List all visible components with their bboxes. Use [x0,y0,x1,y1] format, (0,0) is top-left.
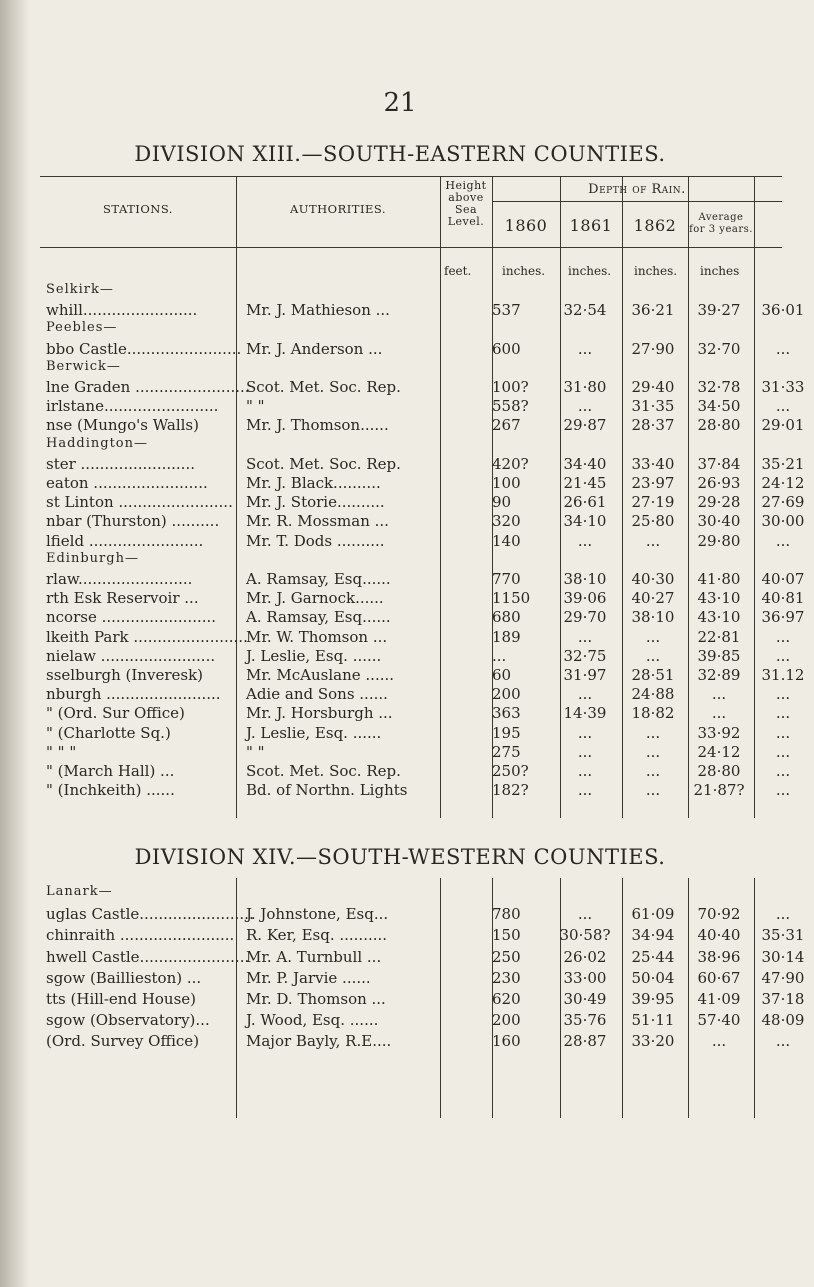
table-cell-station: eaton ........................ [46,474,208,492]
table-cell-station: (Ord. Survey Office) [46,1032,200,1051]
table-cell-y1861: 27·19 [631,493,675,512]
division-13-title: DIVISION XIII.—SOUTH-EASTERN COUNTIES. [134,142,666,166]
table-cell-authority: J. Johnstone, Esq... [246,905,389,924]
table-cell-y1861: 40·27 [631,589,675,608]
table-cell-authority: Mr. W. Thomson ... [246,627,388,646]
table-cell-y1860: 31·80 [563,378,607,396]
table-cell-avg: 35·31 [761,926,805,945]
table-cell-y1860: 34·40 [563,454,607,473]
table-cell-avg: ... [775,646,791,665]
table-cell-station: sselburgh (Inveresk) [46,666,204,684]
table-cell-height: 680 [492,608,521,627]
table-cell-authority: Mr. McAuslane ...... [246,666,395,684]
table-cell-y1861: ... [645,742,661,761]
table-cell-y1861: 33·40 [631,454,675,473]
table-cell-station: whill........................ [46,301,198,320]
table-cell-avg: 27·69 [761,493,805,512]
table-cell-y1860: 29·70 [563,608,607,627]
table-cell-y1860: ... [577,397,593,416]
year-1862-header: 1862 [633,216,677,235]
table-cell-station: nburgh ........................ [46,685,221,704]
table-cell-y1862: 43·10 [697,589,741,608]
table-cell-height: 250? [492,762,529,780]
table-cell-y1862: 43·10 [697,608,741,627]
year-1861-header: 1861 [569,216,613,235]
table-cell-station: rth Esk Reservoir ... [46,589,199,608]
table-cell-y1862: 22·81 [697,627,741,646]
table-cell-station: st Linton ........................ [46,493,233,512]
table-cell-y1861: 18·82 [631,704,675,723]
table-cell-authority: Mr. T. Dods .......... [246,531,385,550]
table-cell-height: 1150 [492,589,531,608]
table-cell-station: lfield ........................ [46,531,204,550]
table-cell-authority: Mr. R. Mossman ... [246,512,389,531]
table-cell-y1862: 28·80 [697,762,741,780]
table-cell-avg: 36·01 [761,301,805,320]
table-cell-y1862: 41·80 [697,570,741,588]
table-cell-y1862: ... [711,685,727,704]
table-cell-station: uglas Castle........................ [46,905,254,924]
height-units: feet. [444,264,472,278]
table-cell-height: 780 [492,905,521,924]
county-heading: Selkirk— [46,282,114,297]
table-cell-authority: Mr. P. Jarvie ...... [246,968,371,987]
table-cell-y1862: ... [711,704,727,723]
table-cell-avg: 47·90 [761,968,805,987]
page-number: 21 [383,88,417,118]
table-cell-authority: Bd. of Northn. Lights [246,781,408,800]
table-cell-authority: Scot. Met. Soc. Rep. [246,454,401,473]
table-cell-y1860: 28·87 [563,1032,607,1051]
table-cell-y1862: 33·92 [697,723,741,742]
table-cell-height: 90 [492,493,512,512]
table-cell-y1860: ... [577,762,593,780]
table-cell-station: ncorse ........................ [46,608,217,627]
table-cell-y1861: ... [645,627,661,646]
stations-header: STATIONS. [103,202,173,216]
table-cell-station: " (March Hall) ... [46,762,175,780]
table-cell-height: 100 [492,474,521,492]
table-cell-y1861: 24·88 [631,685,675,704]
table-cell-avg: 24·12 [761,474,805,492]
table-cell-avg: ... [775,704,791,723]
table-cell-authority: J. Leslie, Esq. ...... [246,646,382,665]
table-cell-avg: ... [775,339,791,358]
table-cell-avg: 35·21 [761,454,805,473]
table-cell-y1861: 40·30 [631,570,675,588]
table-cell-station: chinraith ........................ [46,926,235,945]
table-cell-avg: ... [775,723,791,742]
table-cell-y1860: 29·87 [563,416,607,435]
table-cell-y1861: 51·11 [631,1011,675,1030]
table-cell-authority: Mr. J. Garnock...... [246,589,384,608]
county-heading: Haddington— [46,435,149,451]
county-heading: Berwick— [46,358,121,374]
table-cell-avg: 30·14 [761,947,805,966]
table-cell-height: 558? [492,397,529,416]
average-units: inches [700,264,740,278]
table-cell-y1862: 24·12 [697,742,741,761]
table-cell-authority: Scot. Met. Soc. Rep. [246,762,401,780]
table-cell-y1862: 57·40 [697,1011,741,1030]
table-cell-avg: ... [775,1032,791,1051]
table-cell-authority: Adie and Sons ...... [246,685,388,704]
table-cell-authority: A. Ramsay, Esq...... [246,608,391,627]
table-cell-station: sgow (Observatory)... [46,1011,210,1030]
table-cell-height: 230 [492,968,521,987]
table-cell-station: nbar (Thurston) .......... [46,512,220,531]
table-cell-y1862: 70·92 [697,905,741,924]
table-cell-y1862: 28·80 [697,416,741,435]
table-cell-y1860: 30·58? [559,926,611,945]
table-cell-avg: ... [775,397,791,416]
table-cell-y1860: 21·45 [563,474,607,492]
table-cell-height: 320 [492,512,521,531]
table-cell-authority: Mr. J. Black.......... [246,474,381,492]
year-1860-header: 1860 [504,216,548,235]
average-header: Average for 3 years. [689,212,753,235]
table-cell-y1860: ... [577,905,593,924]
county-heading: Peebles— [46,320,118,336]
table-cell-y1862: 40·40 [697,926,741,945]
table-cell-station: " " " [46,742,77,761]
table-cell-y1861: ... [645,781,661,800]
table-cell-station: " (Ord. Sur Office) [46,704,185,723]
table-cell-station: sgow (Baillieston) ... [46,968,202,987]
table-cell-y1860: ... [577,742,593,761]
table-cell-y1860: 34·10 [563,512,607,531]
table-cell-y1861: 38·10 [631,608,675,627]
table-cell-y1861: 29·40 [631,378,675,396]
table-cell-y1860: ... [577,685,593,704]
table-cell-avg: 40·07 [761,570,805,588]
table-cell-y1861: ... [645,531,661,550]
table-cell-avg: ... [775,905,791,924]
table-cell-height: 140 [492,531,521,550]
table-cell-avg: ... [775,742,791,761]
county-heading: Lanark— [46,884,113,899]
table-cell-y1860: ... [577,781,593,800]
table-cell-station: rlaw........................ [46,570,193,588]
table-cell-y1862: 32·78 [697,378,741,396]
table-cell-y1860: ... [577,531,593,550]
table-cell-y1861: 28·51 [631,666,675,684]
table-cell-y1860: 31·97 [563,666,607,684]
table-cell-y1861: 31·35 [631,397,675,416]
table-cell-authority: Mr. A. Turnbull ... [246,947,382,966]
table-cell-y1862: 26·93 [697,474,741,492]
table-cell-authority: Mr. D. Thomson ... [246,990,386,1008]
table-cell-y1861: ... [645,762,661,780]
division-14-table [40,878,805,1118]
table-cell-authority: Scot. Met. Soc. Rep. [246,378,401,396]
table-cell-height: 195 [492,723,521,742]
table-cell-y1860: 35·76 [563,1011,607,1030]
table-cell-avg: 37·18 [761,990,805,1008]
height-header: Height above Sea Level. [445,179,487,228]
table-cell-avg: ... [775,531,791,550]
table-cell-station: " (Charlotte Sq.) [46,723,171,742]
table-cell-height: 420? [492,454,529,473]
y1861-units: inches. [568,264,612,278]
table-cell-height: 363 [492,704,521,723]
table-cell-y1862: 34·50 [697,397,741,416]
table-cell-y1861: 25·44 [631,947,675,966]
table-cell-authority: J. Leslie, Esq. ...... [246,723,382,742]
authorities-header: AUTHORITIES. [289,202,387,216]
table-cell-y1862: 29·28 [697,493,741,512]
table-cell-authority: " " [246,742,265,761]
table-cell-authority: Mr. J. Storie.......... [246,493,385,512]
table-cell-height: 60 [492,666,512,684]
table-cell-station: tts (Hill-end House) [46,990,197,1008]
table-cell-height: 182? [492,781,529,800]
table-cell-authority: " " [246,397,265,416]
table-cell-station: lne Graden ........................ [46,378,250,396]
table-cell-y1860: 38·10 [563,570,607,588]
table-cell-y1860: 33·00 [563,968,607,987]
table-cell-y1861: 25·80 [631,512,675,531]
table-cell-y1862: 29·80 [697,531,741,550]
table-cell-authority: A. Ramsay, Esq...... [246,570,391,588]
table-cell-y1862: 39·85 [697,646,741,665]
table-cell-y1862: 41·09 [697,990,741,1008]
table-cell-avg: 40·81 [761,589,805,608]
table-cell-y1861: 39·95 [631,990,675,1008]
table-cell-y1862: 32·89 [697,666,741,684]
table-cell-avg: ... [775,627,791,646]
table-cell-y1860: 30·49 [563,990,607,1008]
table-cell-y1861: 23·97 [631,474,675,492]
table-cell-y1862: 39·27 [697,301,741,320]
table-cell-height: 620 [492,990,521,1008]
table-cell-avg: 30·00 [761,512,805,531]
table-cell-station: bbo Castle........................ [46,339,242,358]
table-cell-y1861: 28·37 [631,416,675,435]
table-cell-height: 275 [492,742,521,761]
county-heading: Edinburgh— [46,550,139,566]
table-cell-y1862: 32·70 [697,339,741,358]
table-cell-y1861: 33·20 [631,1032,675,1051]
table-cell-y1861: ... [645,646,661,665]
table-cell-height: 537 [492,301,521,320]
division-13-table [40,176,805,818]
depth-of-rain-header: Depth of Rain. [588,182,686,197]
table-cell-y1861: 34·94 [631,926,675,945]
table-cell-height: 250 [492,947,521,966]
table-cell-station: nse (Mungo's Walls) [46,416,199,435]
table-cell-avg: ... [775,781,791,800]
table-cell-height: 200 [492,1011,521,1030]
table-cell-height: 770 [492,570,521,588]
table-cell-y1862: 38·96 [697,947,741,966]
division-14-title: DIVISION XIV.—SOUTH-WESTERN COUNTIES. [134,845,666,869]
table-cell-height: 100? [492,378,529,396]
table-cell-authority: J. Wood, Esq. ...... [246,1011,379,1030]
table-cell-y1860: 32·75 [563,646,607,665]
table-cell-y1862: ... [711,1032,727,1051]
table-cell-station: ster ........................ [46,454,195,473]
table-cell-avg: 48·09 [761,1011,805,1030]
table-cell-y1862: 21·87? [693,781,745,800]
table-cell-height: 189 [492,627,521,646]
table-cell-y1861: 50·04 [631,968,675,987]
table-cell-authority: Mr. J. Horsburgh ... [246,704,393,723]
table-cell-y1860: ... [577,627,593,646]
table-cell-avg: 29·01 [761,416,805,435]
table-cell-y1860: 32·54 [563,301,607,320]
table-cell-height: ... [492,646,507,665]
table-cell-height: 150 [492,926,521,945]
y1862-units: inches. [634,264,678,278]
table-cell-y1862: 37·84 [697,454,741,473]
table-cell-authority: Major Bayly, R.E.... [246,1032,392,1051]
table-cell-y1860: 14·39 [563,704,607,723]
table-cell-height: 160 [492,1032,521,1051]
table-cell-authority: Mr. J. Mathieson ... [246,301,390,320]
table-cell-authority: Mr. J. Thomson...... [246,416,389,435]
table-cell-avg: 36·97 [761,608,805,627]
table-cell-y1860: ... [577,723,593,742]
table-cell-y1861: 61·09 [631,905,675,924]
table-cell-station: " (Inchkeith) ...... [46,781,175,800]
table-cell-avg: ... [775,762,791,780]
table-cell-station: nielaw ........................ [46,646,216,665]
table-cell-authority: Mr. J. Anderson ... [246,339,383,358]
table-cell-authority: R. Ker, Esq. .......... [246,926,388,945]
table-cell-avg: 31.12 [761,666,805,684]
table-cell-y1860: 39·06 [563,589,607,608]
table-cell-y1860: 26·02 [563,947,607,966]
table-cell-avg: ... [775,685,791,704]
table-cell-height: 200 [492,685,521,704]
table-cell-y1860: ... [577,339,593,358]
table-cell-height: 600 [492,339,521,358]
table-cell-station: lkeith Park ........................ [46,627,248,646]
table-cell-y1861: ... [645,723,661,742]
table-cell-station: hwell Castle....................... [46,947,250,966]
table-cell-height: 267 [492,416,521,435]
table-cell-y1861: 36·21 [631,301,675,320]
table-cell-station: irlstane........................ [46,397,219,416]
table-cell-y1860: 26·61 [563,493,607,512]
table-cell-y1861: 27·90 [631,339,675,358]
table-cell-y1862: 30·40 [697,512,741,531]
table-cell-y1862: 60·67 [697,968,741,987]
y1860-units: inches. [502,264,546,278]
book-binding-edge [0,0,30,1287]
table-cell-avg: 31·33 [761,378,805,396]
